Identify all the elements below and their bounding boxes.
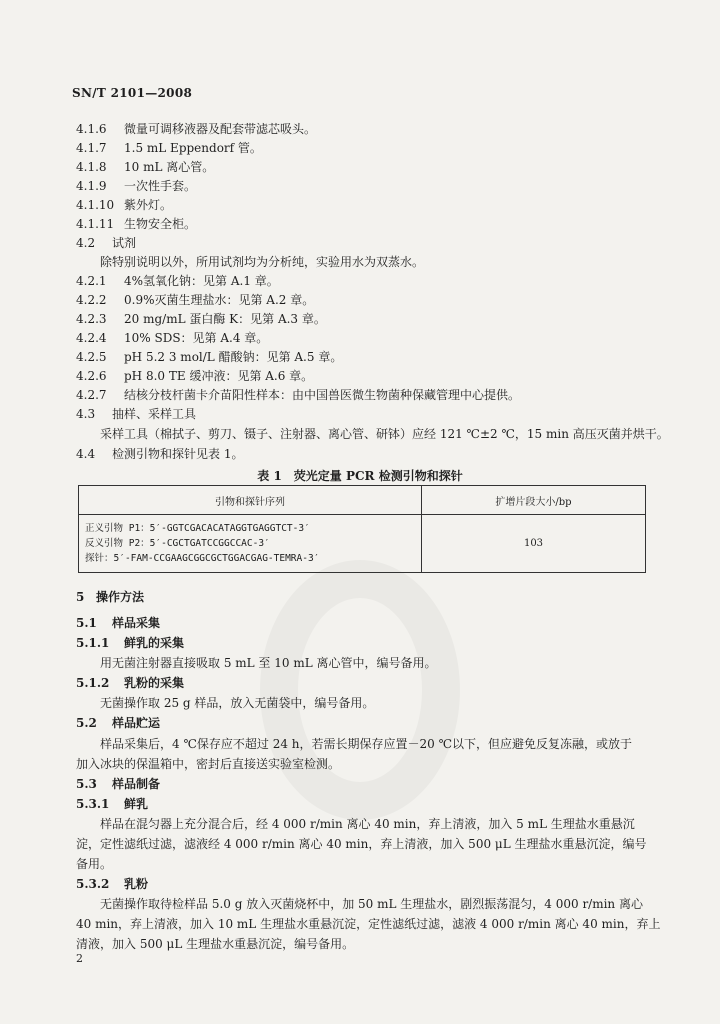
clause-4-1-9: 4.1.9 一次性手套。 (76, 179, 197, 193)
paragraph: 40 min，弃上清液，加入 10 mL 生理盐水重悬沉淀，定性滤纸过滤，滤液 4 000 r/min 离心 40 min，弃上 (76, 917, 661, 931)
section-5-1-1: 5.1.1 鲜乳的采集 (76, 636, 185, 650)
clause-4-1-6: 4.1.6 微量可调移液器及配套带滤芯吸头。 (76, 122, 317, 136)
section-5-3: 5.3 样品制备 (76, 777, 161, 791)
clause-4-1-11: 4.1.11 生物安全柜。 (76, 217, 197, 231)
paragraph: 样品采集后，4 ℃保存应不超过 24 h，若需长期保存应置－20 ℃以下，但应避免反复冻融，或放于 (100, 737, 633, 751)
reverse-primer: 反义引物 P2：5′-CGCTGATCCGGCCAC-3′ (85, 538, 270, 549)
clause-4-1-10: 4.1.10 紫外灯。 (76, 198, 173, 212)
clause-4-2-1: 4.2.1 4%氢氧化钠：见第 A.1 章。 (76, 274, 279, 288)
primer-probe-table (78, 485, 646, 573)
probe: 探针：5′-FAM-CCGAAGCGGCGCTGGACGAG-TEMRA-3′ (85, 553, 320, 564)
clause-4-2-7: 4.2.7 结核分枝杆菌卡介苗阳性样本：由中国兽医微生物菌种保藏管理中心提供。 (76, 388, 521, 402)
table-title: 表 1 荧光定量 PCR 检测引物和探针 (257, 469, 463, 483)
paragraph: 无菌操作取 25 g 样品，放入无菌袋中，编号备用。 (100, 696, 375, 710)
paragraph: 无菌操作取待检样品 5.0 g 放入灭菌烧杯中，加 50 mL 生理盐水，剧烈振荡混匀，4 000 r/min 离心 (100, 897, 643, 911)
forward-primer: 正义引物 P1：5′-GGTCGACACATAGGTGAGGTCT-3′ (85, 523, 310, 534)
table-header-size: 扩增片段大小/bp (422, 486, 646, 515)
paragraph: 清液，加入 500 μL 生理盐水重悬沉淀，编号备用。 (76, 937, 355, 951)
table-header-sequence: 引物和探针序列 (79, 486, 422, 515)
clause-4-2-3: 4.2.3 20 mg/mL 蛋白酶 K：见第 A.3 章。 (76, 312, 326, 326)
clause-4-2-2: 4.2.2 0.9%灭菌生理盐水：见第 A.2 章。 (76, 293, 315, 307)
clause-4-2: 4.2 试剂 (76, 236, 137, 250)
sequence-cell (79, 515, 422, 573)
paragraph: 加入冰块的保温箱中，密封后直接送实验室检测。 (76, 757, 341, 771)
section-5-3-2: 5.3.2 乳粉 (76, 877, 149, 891)
paragraph: 样品在混匀器上充分混合后，经 4 000 r/min 离心 40 min，弃上清液，加入 5 mL 生理盐水重悬沉 (100, 817, 635, 831)
section-5: 5 操作方法 (76, 590, 145, 604)
paragraph: 淀，定性滤纸过滤，滤液经 4 000 r/min 离心 40 min，弃上清液，加入 500 μL 生理盐水重悬沉淀，编号 (76, 837, 647, 851)
section-5-1-2: 5.1.2 乳粉的采集 (76, 676, 185, 690)
clause-4-1-7: 4.1.7 1.5 mL Eppendorf 管。 (76, 141, 262, 155)
clause-4-2-4: 4.2.4 10% SDS：见第 A.4 章。 (76, 331, 269, 345)
clause-4-4: 4.4 检测引物和探针见表 1。 (76, 447, 244, 461)
clause-4-2-6: 4.2.6 pH 8.0 TE 缓冲液：见第 A.6 章。 (76, 369, 314, 383)
paragraph: 除特别说明以外，所用试剂均为分析纯，实验用水为双蒸水。 (100, 255, 425, 269)
page-number: 2 (76, 952, 83, 965)
section-5-1: 5.1 样品采集 (76, 616, 161, 630)
amplicon-size: 103 (422, 515, 646, 573)
paragraph: 用无菌注射器直接吸取 5 mL 至 10 mL 离心管中，编号备用。 (100, 656, 437, 670)
clause-4-1-8: 4.1.8 10 mL 离心管。 (76, 160, 215, 174)
clause-4-2-5: 4.2.5 pH 5.2 3 mol/L 醋酸钠：见第 A.5 章。 (76, 350, 343, 364)
paragraph: 采样工具（棉拭子、剪刀、镊子、注射器、离心管、研钵）应经 121 ℃±2 ℃，15 min 高压灭菌并烘干。 (100, 427, 669, 441)
watermark (260, 560, 460, 820)
section-5-2: 5.2 样品贮运 (76, 716, 161, 730)
clause-4-3: 4.3 抽样、采样工具 (76, 407, 197, 421)
paragraph: 备用。 (76, 857, 113, 871)
section-5-3-1: 5.3.1 鲜乳 (76, 797, 149, 811)
standard-code: SN/T 2101—2008 (72, 86, 193, 100)
